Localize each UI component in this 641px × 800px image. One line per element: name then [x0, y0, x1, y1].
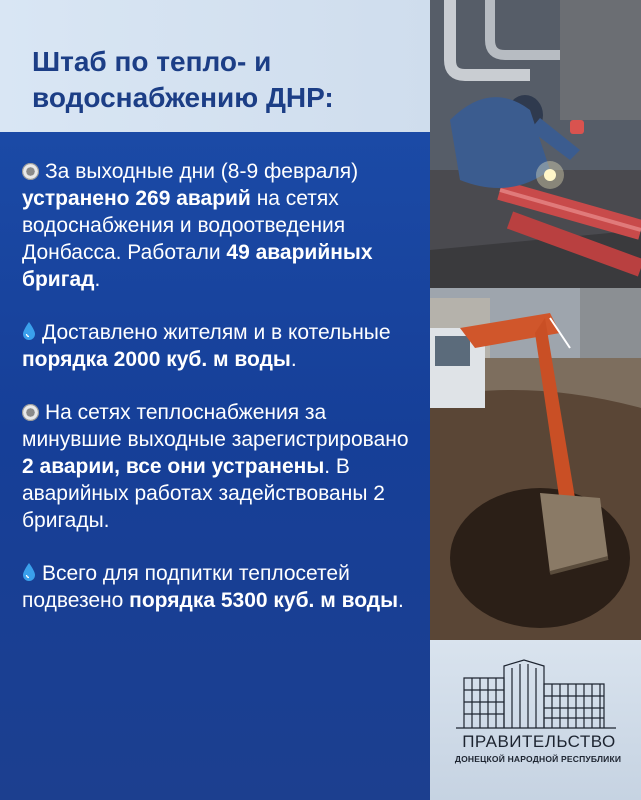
- title-line-2: водоснабжению ДНР:: [32, 82, 334, 113]
- photo-welding-worker: [430, 0, 641, 288]
- news-block-3: На сетях теплоснабжения за минувшие выходные зарегистрировано 2 аварии, все они устранены. В аварийных работах задействованы 2 бригады.: [22, 401, 409, 532]
- title-line-1: Штаб по тепло- и: [32, 46, 272, 77]
- water-drop-icon: [22, 321, 36, 341]
- news-content: [22, 158, 424, 640]
- photo-excavator: [430, 288, 641, 640]
- welding-scene-image: [430, 0, 641, 288]
- water-drop-icon: [22, 562, 36, 582]
- government-building-icon: [454, 658, 618, 730]
- government-logo-block: [430, 640, 641, 800]
- logo-subtitle: ДОНЕЦКОЙ НАРОДНОЙ РЕСПУБЛИКИ: [454, 754, 622, 764]
- logo-title: ПРАВИТЕЛЬСТВО: [462, 732, 616, 751]
- news-block-2: Доставлено жителям и в котельные порядка 2000 куб. м воды.: [22, 321, 391, 371]
- gray-circle-icon: [22, 404, 39, 421]
- page-title: [32, 44, 422, 116]
- excavator-scene-image: [430, 288, 641, 640]
- news-block-4: Всего для подпитки теплосетей подвезено порядка 5300 куб. м воды.: [22, 562, 404, 612]
- gray-circle-icon: [22, 163, 39, 180]
- news-block-1: За выходные дни (8-9 февраля) устранено 269 аварий на сетях водоснабжения и водоотведения Донбасса. Работали 49 аварийных бригад.: [22, 160, 373, 291]
